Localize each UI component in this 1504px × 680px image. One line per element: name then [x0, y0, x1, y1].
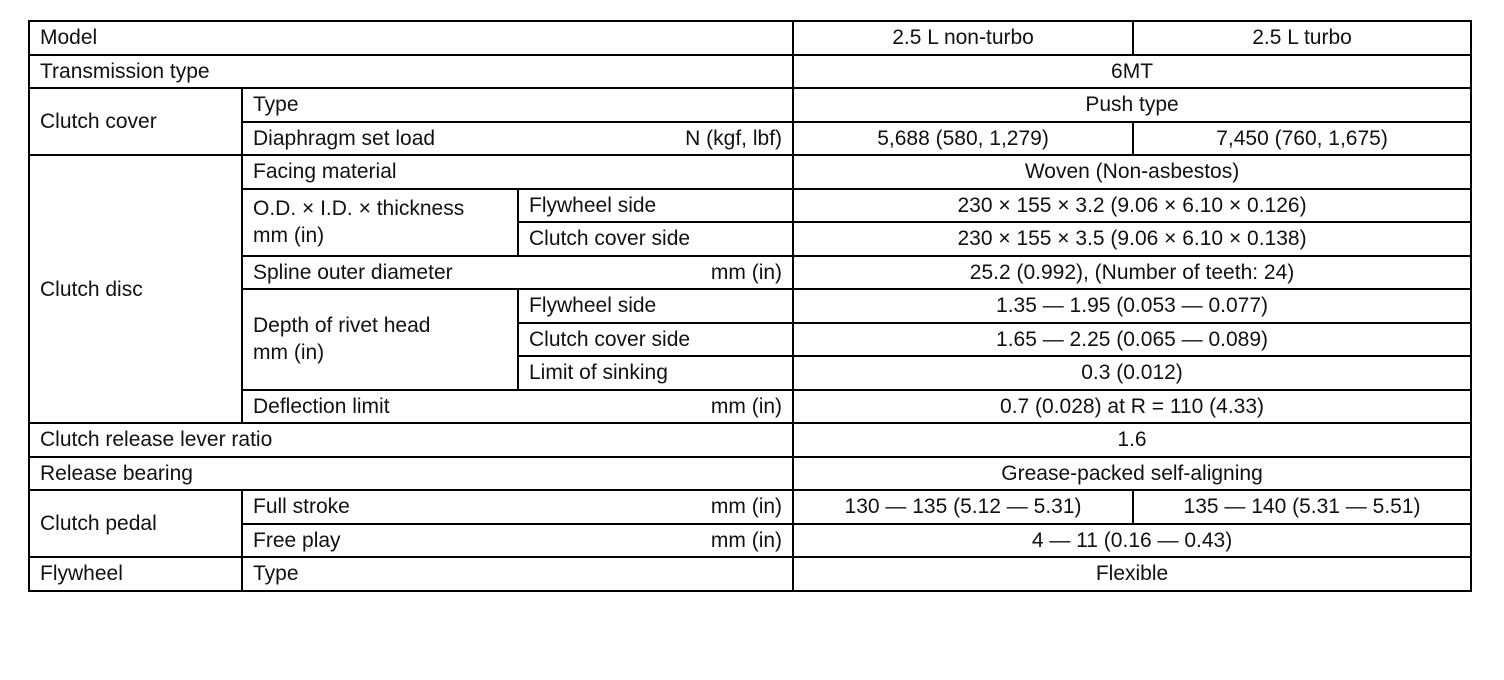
full-stroke-label-cell — [242, 490, 793, 524]
release-bearing-value: Grease-packed self-aligning — [793, 457, 1471, 491]
spline-label: Spline outer diameter — [253, 260, 453, 284]
free-play-label: Free play — [253, 528, 341, 552]
clutch-cover-type-label: Type — [242, 88, 793, 122]
deflection-label-cell — [242, 390, 793, 424]
release-bearing-label: Release bearing — [29, 457, 793, 491]
row-clutch-cover-type — [29, 88, 1471, 122]
row-transmission — [29, 55, 1471, 89]
dims-label-line1: O.D. × I.D. × thickness — [253, 197, 465, 220]
diaphragm-turbo: 7,450 (760, 1,675) — [1133, 122, 1471, 156]
free-play-value: 4 — 11 (0.16 — 0.43) — [793, 524, 1471, 558]
facing-label: Facing material — [242, 155, 793, 189]
diaphragm-label-cell — [242, 122, 793, 156]
rivet-limit-label: Limit of sinking — [518, 356, 793, 390]
transmission-value: 6MT — [793, 55, 1471, 89]
free-play-label-cell — [242, 524, 793, 558]
row-model — [29, 21, 1471, 55]
full-stroke-non-turbo: 130 — 135 (5.12 — 5.31) — [793, 490, 1133, 524]
release-lever-value: 1.6 — [793, 423, 1471, 457]
rivet-flywheel-label: Flywheel side — [518, 289, 793, 323]
clutch-cover-label: Clutch cover — [29, 88, 242, 155]
row-diaphragm — [29, 122, 1471, 156]
flywheel-label: Flywheel — [29, 557, 242, 591]
rivet-limit-value: 0.3 (0.012) — [793, 356, 1471, 390]
row-release-bearing — [29, 457, 1471, 491]
row-facing — [29, 155, 1471, 189]
clutch-cover-type-value: Push type — [793, 88, 1471, 122]
dims-flywheel-label: Flywheel side — [518, 189, 793, 223]
rivet-label-line1: Depth of rivet head — [253, 314, 431, 338]
free-play-unit: mm (in) — [710, 528, 783, 552]
model-turbo: 2.5 L turbo — [1133, 21, 1471, 55]
dims-cover-value: 230 × 155 × 3.5 (9.06 × 6.10 × 0.138) — [793, 222, 1471, 256]
rivet-cover-label: Clutch cover side — [518, 323, 793, 357]
flywheel-type-value: Flexible — [793, 557, 1471, 591]
flywheel-type-label: Type — [242, 557, 793, 591]
spline-value: 25.2 (0.992), (Number of teeth: 24) — [793, 256, 1471, 290]
row-full-stroke — [29, 490, 1471, 524]
transmission-label: Transmission type — [29, 55, 793, 89]
clutch-disc-label: Clutch disc — [29, 155, 242, 423]
rivet-cover-value: 1.65 — 2.25 (0.065 — 0.089) — [793, 323, 1471, 357]
row-spline — [29, 256, 1471, 290]
rivet-flywheel-value: 1.35 — 1.95 (0.053 — 0.077) — [793, 289, 1471, 323]
diaphragm-non-turbo: 5,688 (580, 1,279) — [793, 122, 1133, 156]
deflection-unit: mm (in) — [710, 394, 783, 418]
row-rivet-flywheel — [29, 289, 1471, 323]
dims-flywheel-value: 230 × 155 × 3.2 (9.06 × 6.10 × 0.126) — [793, 189, 1471, 223]
clutch-pedal-label: Clutch pedal — [29, 490, 242, 557]
dims-cover-label: Clutch cover side — [518, 222, 793, 256]
diaphragm-label: Diaphragm set load — [253, 126, 436, 150]
deflection-label: Deflection limit — [253, 394, 390, 418]
model-non-turbo: 2.5 L non-turbo — [793, 21, 1133, 55]
full-stroke-unit: mm (in) — [710, 495, 783, 519]
row-free-play — [29, 524, 1471, 558]
row-dims-flywheel — [29, 189, 1471, 223]
row-flywheel — [29, 557, 1471, 591]
row-deflection — [29, 390, 1471, 424]
model-label: Model — [29, 21, 793, 55]
rivet-label-cell — [242, 289, 518, 390]
facing-value: Woven (Non-asbestos) — [793, 155, 1471, 189]
rivet-label-line2: mm (in) — [253, 341, 325, 365]
dims-label-cell — [242, 189, 518, 256]
spline-label-cell — [242, 256, 793, 290]
full-stroke-label: Full stroke — [253, 495, 350, 519]
row-release-lever — [29, 423, 1471, 457]
full-stroke-turbo: 135 — 140 (5.31 — 5.51) — [1133, 490, 1471, 524]
spline-unit: mm (in) — [710, 260, 783, 284]
dims-label-line2: mm (in) — [253, 224, 325, 247]
diaphragm-unit: N (kgf, lbf) — [685, 126, 783, 150]
clutch-spec-table — [28, 20, 1472, 592]
release-lever-label: Clutch release lever ratio — [29, 423, 793, 457]
deflection-value: 0.7 (0.028) at R = 110 (4.33) — [793, 390, 1471, 424]
